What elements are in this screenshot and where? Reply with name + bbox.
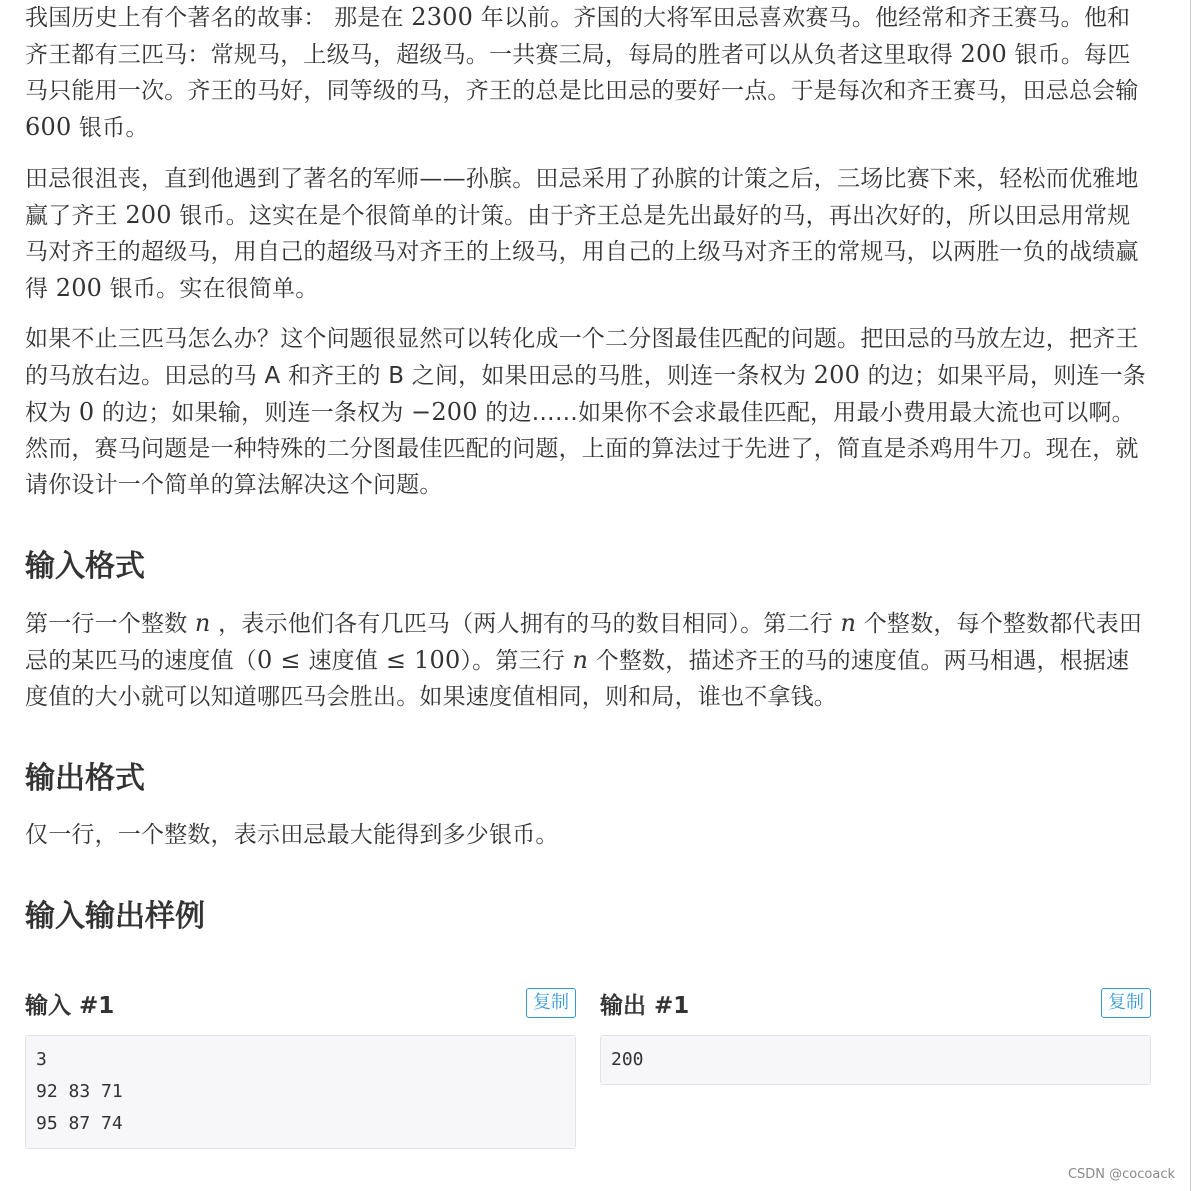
math-variable: n (572, 646, 589, 674)
samples-section (25, 986, 1151, 1156)
math-number: 2300 (411, 3, 474, 31)
code-line: 95 87 74 (36, 1113, 123, 1134)
math-number: −200 (411, 398, 478, 426)
copy-input-button[interactable]: 复制 (526, 988, 576, 1018)
output-format-text: 仅一行，一个整数，表示田忌最大能得到多少银币。 (25, 822, 559, 848)
text-span: 的边；如果输，则连一条权为 (94, 400, 412, 426)
watermark: CSDN @cocoack (1067, 1167, 1175, 1182)
code-line: 3 (36, 1049, 47, 1070)
problem-content (25, 0, 1151, 937)
text-span: 的边……如果你不会求最佳匹配，用最小费用最大流也可以啊。 然而，赛马问题是一种特殊的二分图最佳匹配的问题，上面的算法过于先进了，简直是杀鸡用牛刀。现在，就请你设计一个简单的算法解决这个问题。 (25, 400, 1139, 498)
math-symbol: ≤ (272, 646, 309, 674)
text-span: ）。第三行 (460, 648, 573, 674)
copy-output-button[interactable]: 复制 (1101, 988, 1151, 1018)
input-format-heading: 输入格式 (25, 549, 145, 584)
math-variable: n (840, 609, 857, 637)
text-span: 个整数，描述齐王的马的速度值。两马相遇，根据速度值的大小就可以知道哪匹马会胜出。如果速度值相同，则和局，谁也不拿钱。 (25, 648, 1130, 710)
math-number: 600 (25, 113, 72, 141)
code-line: 92 83 71 (36, 1081, 123, 1102)
sample-output-title: 输出 #1 (600, 993, 690, 1019)
text-span: 个整数，每个整数都代表田忌的某匹马的速度值（ (25, 611, 1143, 674)
description-paragraph-3 (25, 321, 1151, 503)
sample-input-title: 输入 #1 (25, 993, 115, 1019)
description-paragraph-1 (25, 0, 1151, 146)
text-span: 速度值 (308, 648, 379, 674)
math-number: 200 (125, 201, 172, 229)
text-span: 银币。 (71, 115, 149, 141)
sample-output-code[interactable] (600, 1035, 1151, 1085)
math-number: 0 (78, 398, 95, 426)
text-span: 如果不止三匹马怎么办？这个问题很显然可以转化成一个二分图最佳匹配的问题。把田忌的马放左边，把齐王的马放右边。田忌的马 A 和齐王的 B 之间，如果田忌的马胜，则连一条权为 (25, 326, 1139, 389)
math-number: 100 (414, 646, 461, 674)
text-span: 银币。每匹马只能用一次。齐王的马好，同等级的马，齐王的总是比田忌的要好一点。于是每次和齐王赛马，田忌总会输 (25, 42, 1139, 104)
math-number: 0 (257, 646, 273, 674)
math-number: 200 (55, 274, 103, 302)
samples-heading: 输入输出样例 (25, 899, 205, 934)
text-span: 我国历史上有个著名的故事： 那是在 (25, 5, 412, 31)
text-span: ，表示他们各有几匹马（两人拥有的马的数目相同）。第二行 (210, 611, 841, 637)
output-format-heading: 输出格式 (25, 761, 145, 796)
sample-input-panel (25, 986, 576, 1134)
text-span: 第一行一个整数 (25, 611, 195, 637)
sample-output-panel (600, 986, 1151, 1070)
math-variable: n (194, 609, 211, 637)
math-number: 200 (813, 361, 861, 389)
code-line: 200 (611, 1049, 644, 1070)
text-span: 的边；如果平局，则连一条权为 (25, 363, 1147, 426)
math-symbol: ≤ (378, 646, 415, 674)
text-span: 年以前。齐国的大将军田忌喜欢赛马。他经常和齐王赛马。他和齐王都有三匹马：常规马，上级马，超级马。一共赛三局，每局的胜者可以从负者这里取得 (25, 5, 1131, 68)
sample-input-code[interactable] (25, 1035, 576, 1149)
input-format-text (25, 605, 1151, 715)
text-span: 银币。这实在是个很简单的计策。由于齐王总是先出最好的马，再出次好的，所以田忌用常规马对齐王的超级马，用自己的超级马对齐王的上级马，用自己的上级马对齐王的常规马，以两胜一负的战绩赢得 (25, 203, 1139, 302)
text-span: 田忌很沮丧，直到他遇到了著名的军师——孙膑。田忌采用了孙膑的计策之后，三场比赛下来，轻松而优雅地赢了齐王 (25, 166, 1139, 229)
text-span: 银币。实在很简单。 (102, 276, 319, 302)
description-paragraph-2 (25, 161, 1151, 307)
math-number: 200 (960, 40, 1007, 68)
